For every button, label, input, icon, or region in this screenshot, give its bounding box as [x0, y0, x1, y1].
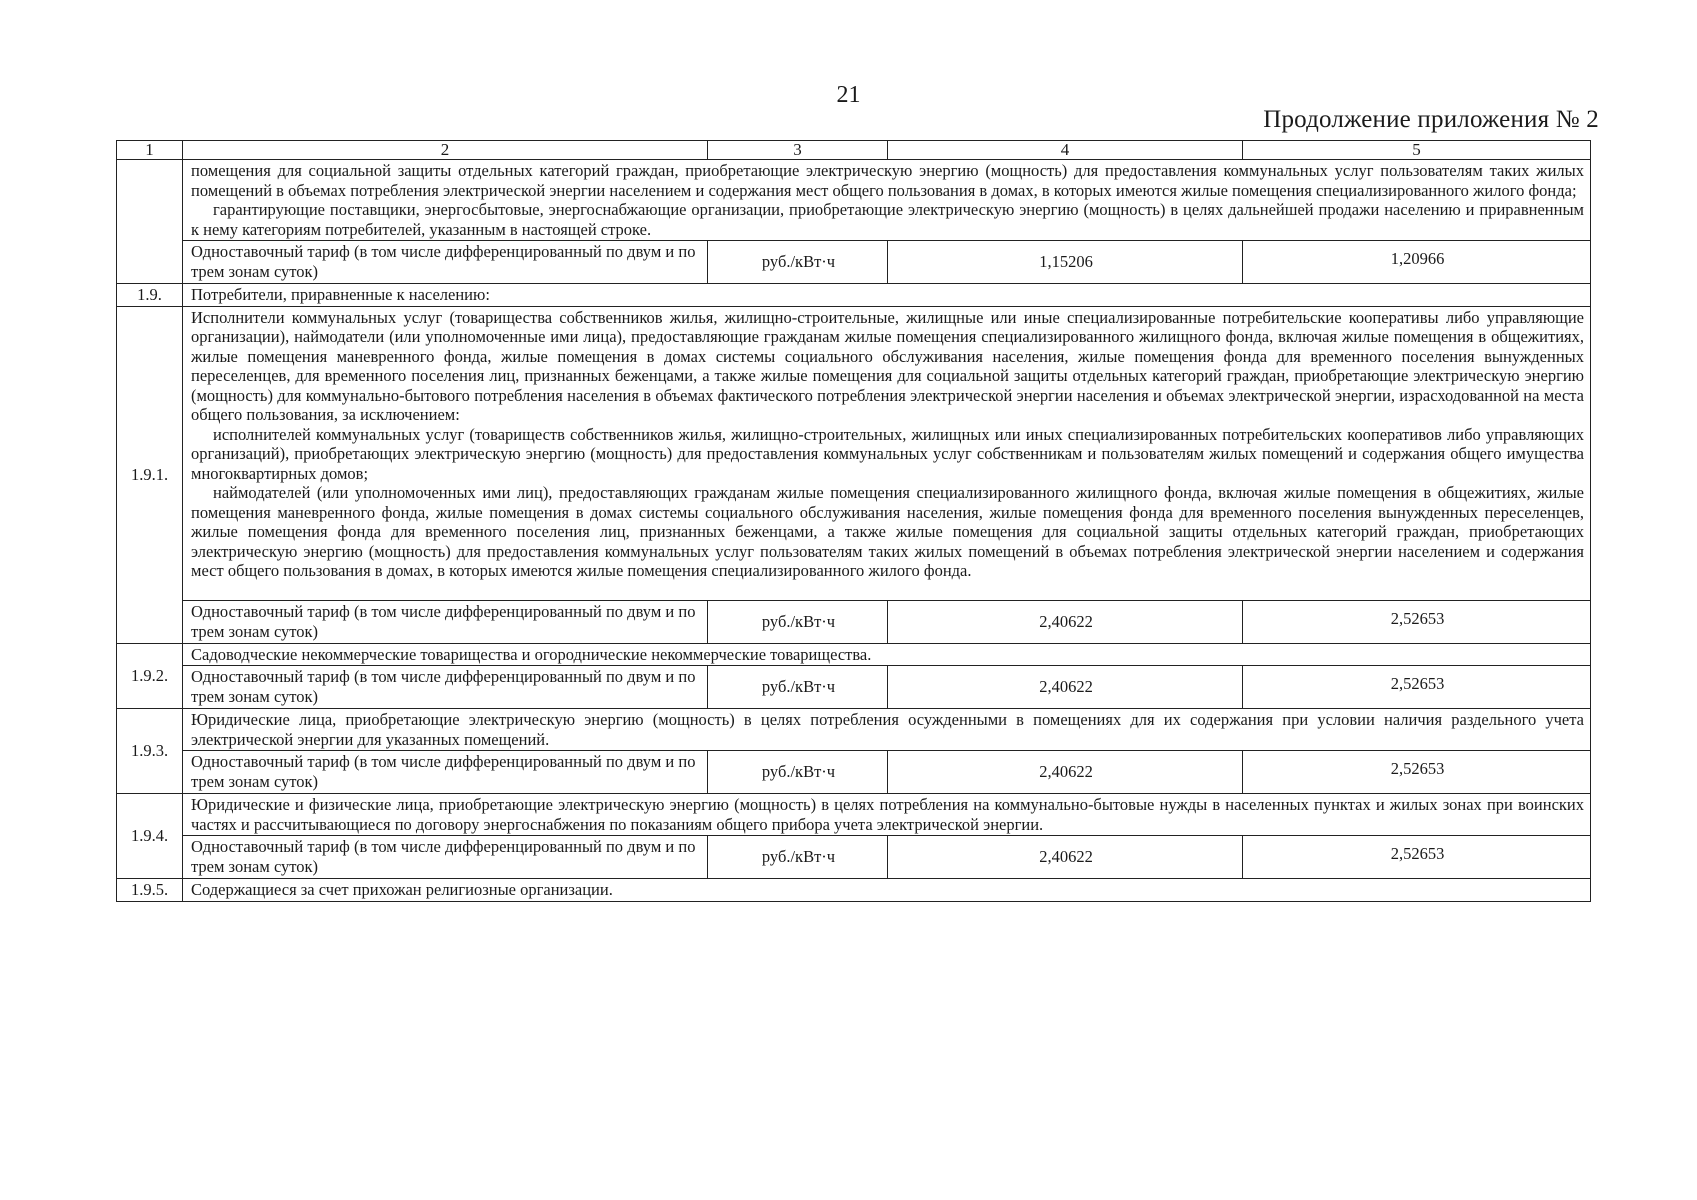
row-text: [183, 306, 1591, 600]
header-col-3: 3: [708, 141, 888, 160]
row-text: Юридические и физические лица, приобретающие электрическую энергию (мощность) в целях потребления на коммунально-бытовые нужды в населенных пунктах и жилых зонах при воинских частях и рассчитывающиеся по договору энергоснабжения по показаниям общего прибора учета электрической энергии.: [183, 794, 1591, 836]
header-col-5: 5: [1243, 141, 1591, 160]
tariff-value-col4: 2,40622: [888, 751, 1243, 794]
tariff-unit: руб./кВт·ч: [708, 241, 888, 284]
header-col-1: 1: [117, 141, 183, 160]
tariff-value-col5: 1,20966: [1243, 241, 1591, 284]
header-col-4: 4: [888, 141, 1243, 160]
table-row: [117, 709, 1591, 751]
paragraph: Исполнители коммунальных услуг (товарищества собственников жилья, жилищно-строительные, жилищные или иные специализированные потребительские кооперативы либо управляющие организации), наймодатели (или уполномоченные ими лица), предоставляющие гражданам жилые помещения специализированного жилищного фонда, включая жилые помещения в общежитиях, жилые помещения маневренного фонда, жилые помещения в домах системы социального обслуживания населения, жилые помещения фонда для временного поселения вынужденных переселенцев, для временного поселения лиц, признанных беженцами, а также жилые помещения для социальной защиты отдельных категорий граждан, приобретающие электрическую энергию (мощность) для коммунально-бытового потребления населения в объемах фактического потребления электрической энергии населения и объемах электрической энергии, израсходованной на места общего пользования, за исключением:: [191, 307, 1584, 424]
tariff-value-col4: 2,40622: [888, 666, 1243, 709]
table-row: [117, 284, 1591, 307]
header-col-2: 2: [183, 141, 708, 160]
tariff-value-col5: 2,52653: [1243, 600, 1591, 643]
tariff-unit: руб./кВт·ч: [708, 751, 888, 794]
tariff-unit: руб./кВт·ч: [708, 836, 888, 879]
row-number: 1.9.: [117, 284, 183, 307]
tariff-value-col4: 1,15206: [888, 241, 1243, 284]
table-row: [117, 241, 1591, 284]
table-row: [117, 666, 1591, 709]
tariff-value-col4: 2,40622: [888, 600, 1243, 643]
table-row: [117, 836, 1591, 879]
tariff-value-col4: 2,40622: [888, 836, 1243, 879]
table-row: [117, 794, 1591, 836]
page-number: 21: [836, 82, 861, 108]
tariff-label: Одноставочный тариф (в том числе дифференцированный по двум и по трем зонам суток): [183, 666, 708, 709]
spacer: [191, 581, 1584, 599]
tariff-unit: руб./кВт·ч: [708, 666, 888, 709]
paragraph: исполнителей коммунальных услуг (товариществ собственников жилья, жилищно-строительных, жилищных или иных специализированных потребительских кооперативов либо управляющих организаций), приобретающих электрическую энергию (мощность) для предоставления коммунальных услуг собственникам и пользователям жилых помещений и содержания общего имущества многоквартирных домов;: [191, 424, 1584, 483]
row-number: 1.9.5.: [117, 879, 183, 902]
table-header-row: [117, 141, 1591, 160]
paragraph: помещения для социальной защиты отдельных категорий граждан, приобретающие электрическую энергию (мощность) для предоставления коммунальных услуг пользователям таких жилых помещений в объемах потребления электрической энергии населением и содержания мест общего пользования в домах, в которых имеются жилые помещения специализированного жилого фонда;: [191, 161, 1584, 200]
paragraph: гарантирующие поставщики, энергосбытовые, энергоснабжающие организации, приобретающие электрическую энергию (мощность) в целях дальнейшей продажи населению и приравненным к нему категориям потребителей, указанным в настоящей строке.: [191, 200, 1584, 239]
tariff-table: [116, 140, 1591, 902]
appendix-title: Продолжение приложения № 2: [1263, 106, 1599, 133]
continuation-text: [183, 160, 1591, 241]
row-number-empty: [117, 160, 183, 284]
tariff-value-col5: 2,52653: [1243, 836, 1591, 879]
table-row: [117, 160, 1591, 241]
table-row: [117, 751, 1591, 794]
row-number: 1.9.2.: [117, 643, 183, 709]
row-number: 1.9.1.: [117, 306, 183, 643]
row-number: 1.9.3.: [117, 709, 183, 794]
tariff-label: Одноставочный тариф (в том числе дифференцированный по двум и по трем зонам суток): [183, 836, 708, 879]
tariff-label: Одноставочный тариф (в том числе дифференцированный по двум и по трем зонам суток): [183, 241, 708, 284]
tariff-label: Одноставочный тариф (в том числе дифференцированный по двум и по трем зонам суток): [183, 751, 708, 794]
tariff-label: Одноставочный тариф (в том числе дифференцированный по двум и по трем зонам суток): [183, 600, 708, 643]
row-text: Содержащиеся за счет прихожан религиозные организации.: [183, 879, 1591, 902]
row-number: 1.9.4.: [117, 794, 183, 879]
row-text: Садоводческие некоммерческие товарищества и огороднические некоммерческие товарищества.: [183, 643, 1591, 666]
table-row: [117, 600, 1591, 643]
row-text: Потребители, приравненные к населению:: [183, 284, 1591, 307]
table-row: [117, 879, 1591, 902]
paragraph: наймодателей (или уполномоченных ими лиц), предоставляющих гражданам жилые помещения специализированного жилищного фонда, включая жилые помещения в общежитиях, жилые помещения маневренного фонда, жилые помещения в домах системы социального обслуживания населения, жилые помещения фонда для временного поселения вынужденных переселенцев, жилые помещения фонда для временного поселения лиц, признанных беженцами, а также жилые помещения для социальной защиты отдельных категорий граждан, приобретающих электрическую энергию (мощность) для предоставления коммунальных услуг пользователям таких жилых помещений в объемах потребления электрической энергии населением и содержания мест общего пользования в домах, в которых имеются жилые помещения специализированного жилого фонда.: [191, 483, 1584, 580]
table-row: [117, 306, 1591, 600]
tariff-value-col5: 2,52653: [1243, 666, 1591, 709]
row-text: Юридические лица, приобретающие электрическую энергию (мощность) в целях потребления осужденными в помещениях для их содержания при условии наличия раздельного учета электрической энергии для указанных помещений.: [183, 709, 1591, 751]
tariff-value-col5: 2,52653: [1243, 751, 1591, 794]
table-row: [117, 643, 1591, 666]
tariff-unit: руб./кВт·ч: [708, 600, 888, 643]
